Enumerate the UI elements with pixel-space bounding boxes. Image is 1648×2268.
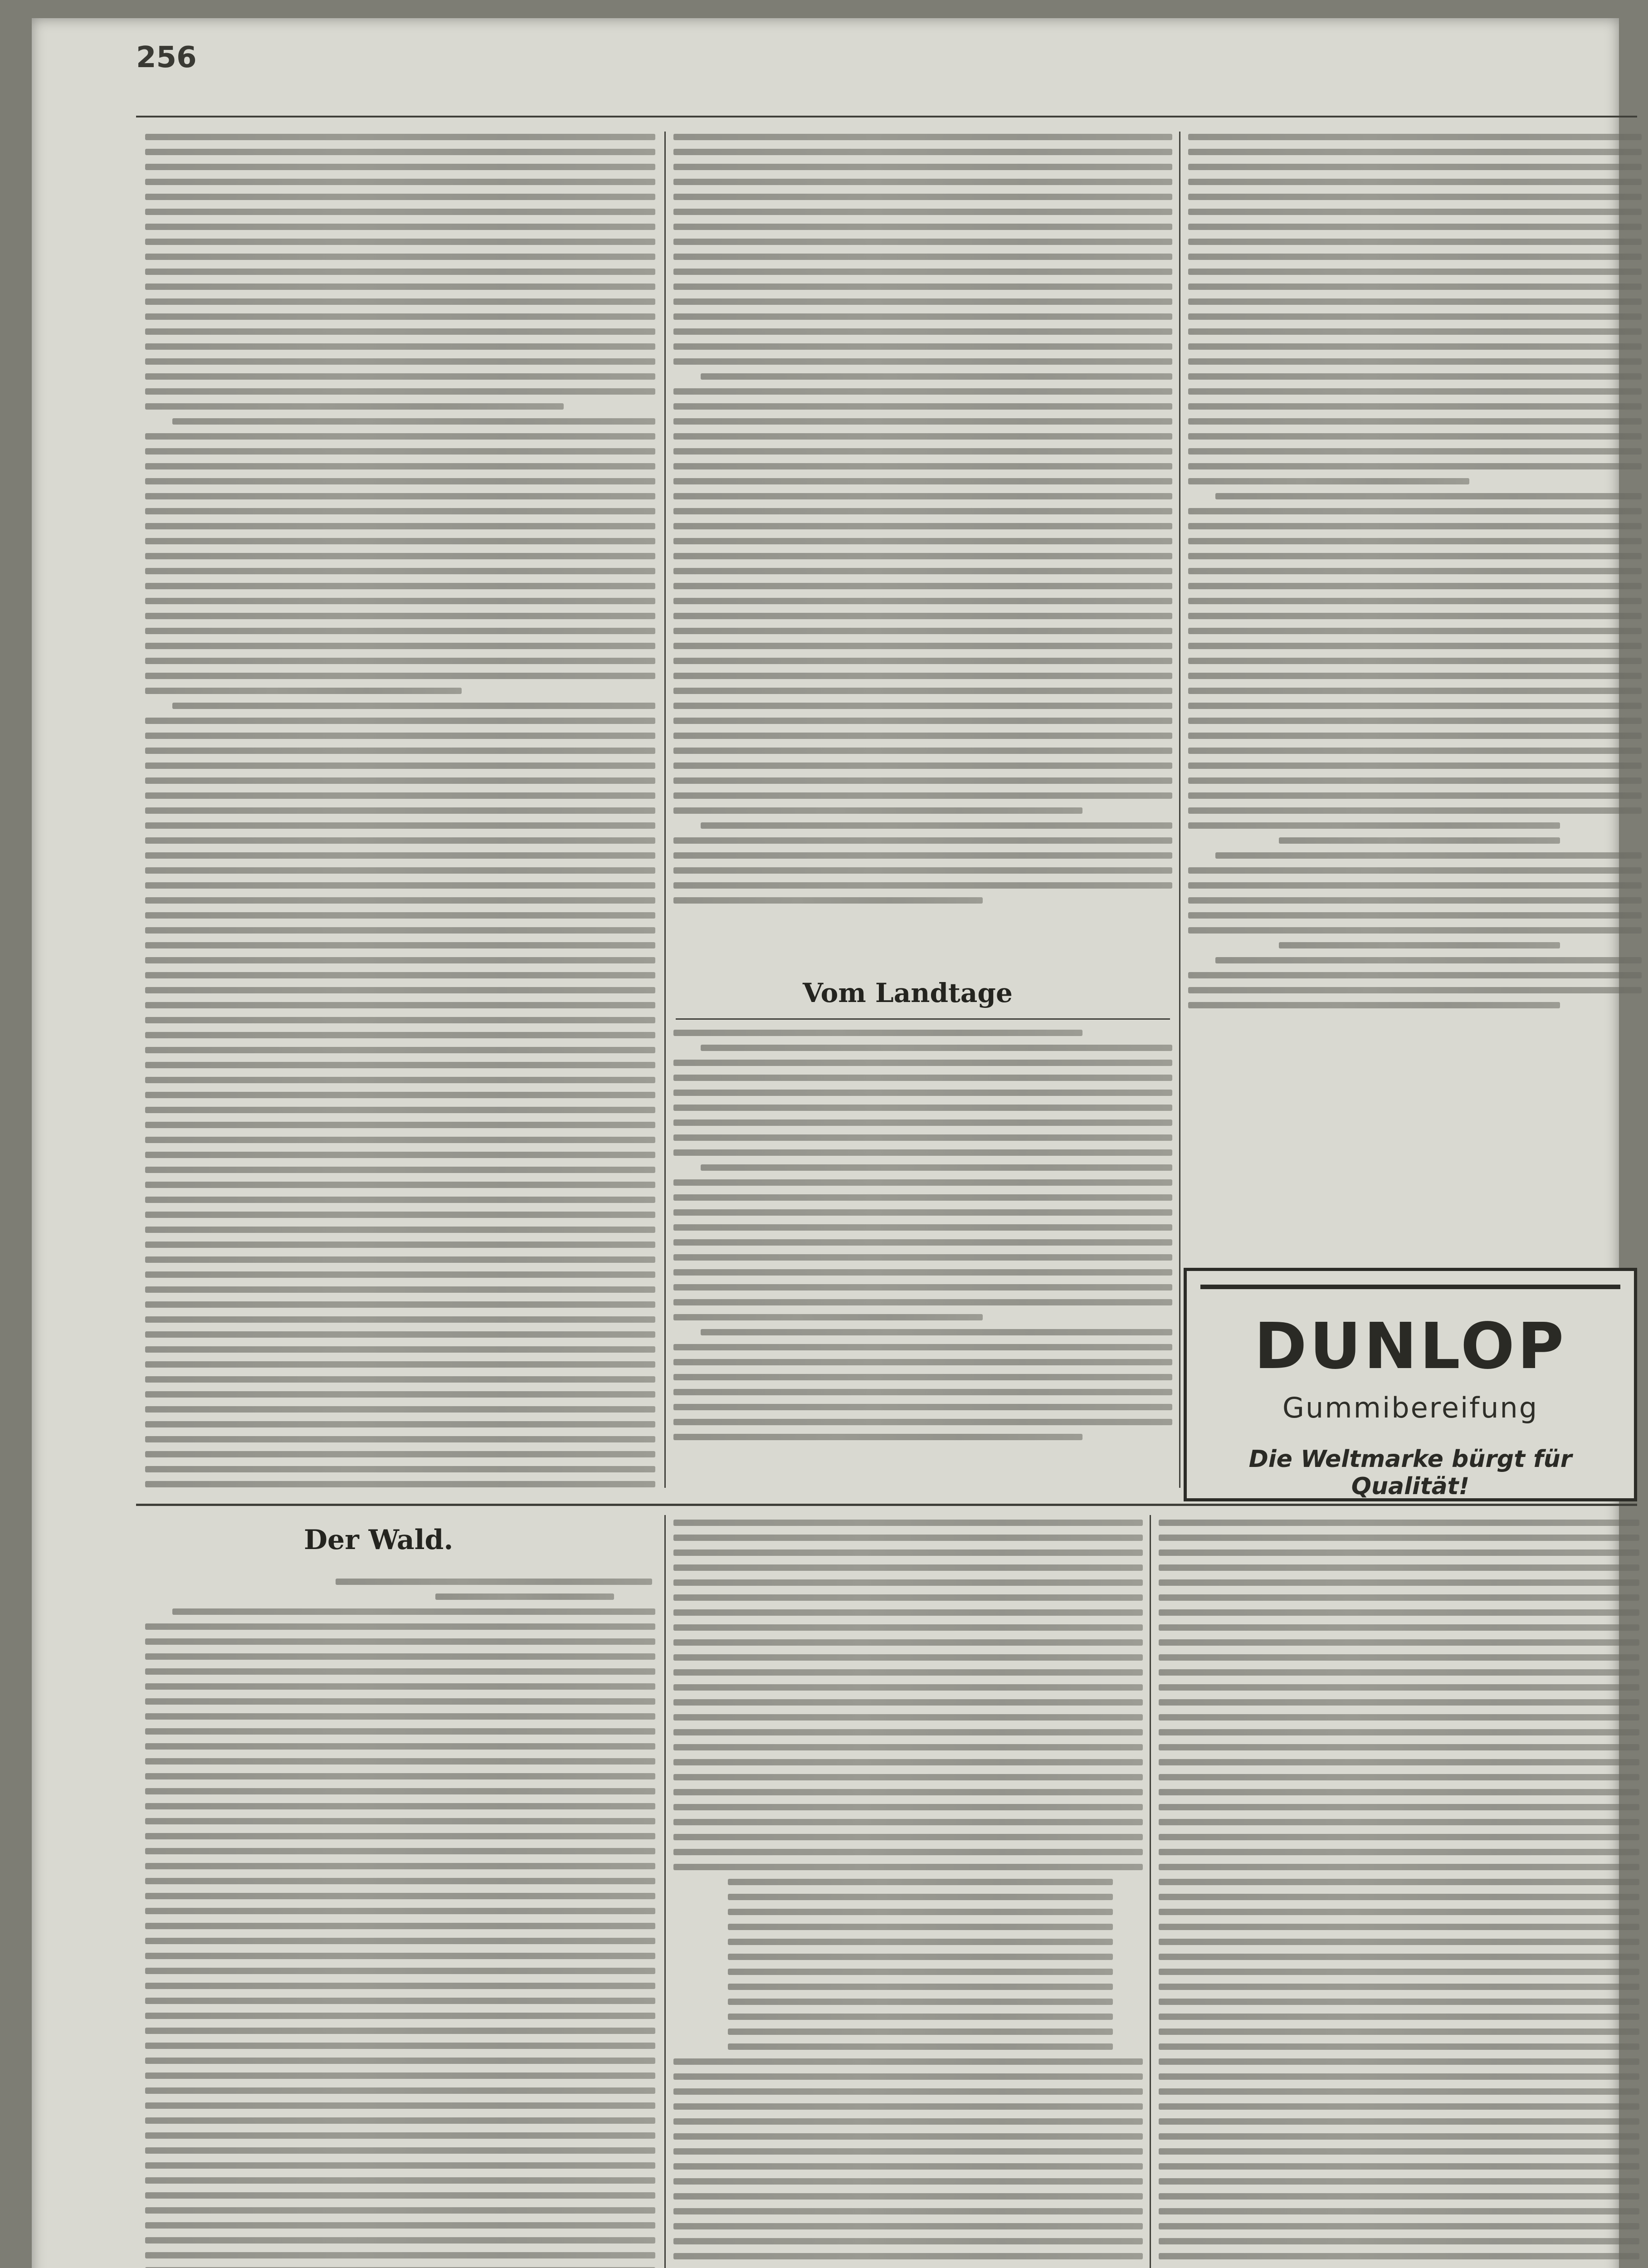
- landtag-article: [673, 1030, 1172, 1483]
- landtag-title-rule: [676, 1018, 1170, 1020]
- ad-brand: DUNLOP: [1254, 1310, 1567, 1383]
- column-divider-lower-2: [1150, 1515, 1151, 2268]
- wald-article-column-1: [145, 1579, 655, 2268]
- article-column-2: [673, 134, 1172, 941]
- ad-slogan: Die Weltmarke bürgt für Qualität!: [1248, 1446, 1572, 1500]
- wald-article-column-2: [673, 1520, 1143, 2268]
- article-column-1: [145, 134, 655, 1490]
- wald-section-title: Der Wald.: [304, 1524, 453, 1556]
- dunlop-advertisement: [1184, 1268, 1637, 1501]
- ad-top-bar: [1200, 1285, 1620, 1289]
- newspaper-page: [32, 18, 1619, 2268]
- column-divider-upper-2: [1179, 132, 1180, 1488]
- landtag-section-title: Vom Landtage: [803, 978, 1013, 1008]
- wald-article-column-3: [1159, 1520, 1639, 2268]
- top-rule: [136, 116, 1637, 117]
- section-separator: [136, 1504, 1637, 1506]
- page-number: 256: [136, 41, 197, 74]
- ad-product: Gummibereifung: [1282, 1391, 1539, 1424]
- article-column-3: [1188, 134, 1642, 1254]
- column-divider-lower-1: [664, 1515, 666, 2268]
- column-divider-upper-1: [664, 132, 666, 1488]
